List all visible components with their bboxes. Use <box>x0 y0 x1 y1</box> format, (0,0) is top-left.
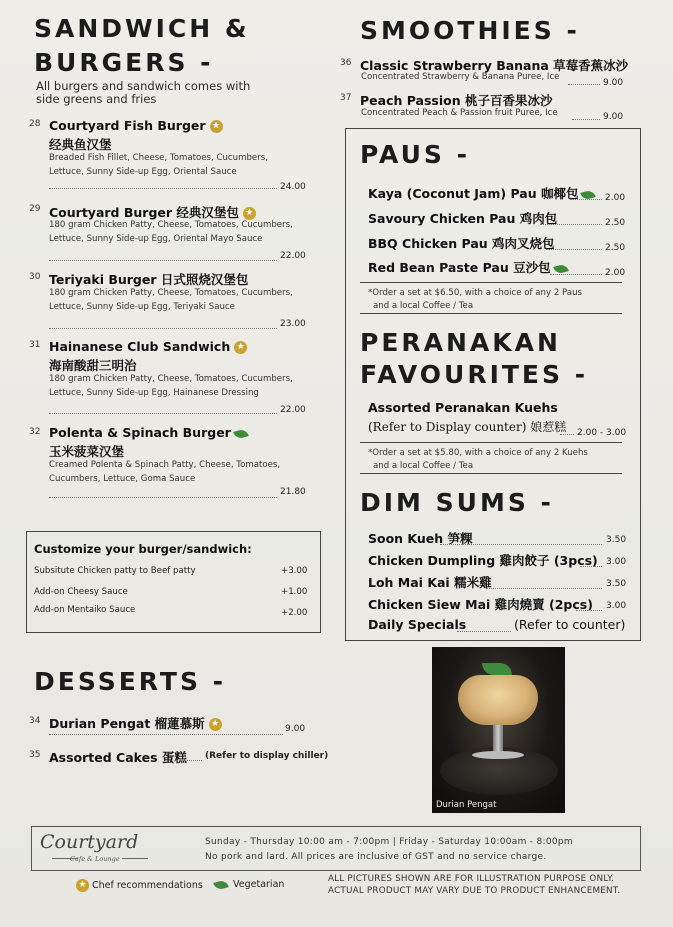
item-name-text: Courtyard Burger 经典汉堡包 <box>49 205 239 220</box>
dotted-leader <box>49 328 277 329</box>
paus-title: PAUS - <box>360 140 470 169</box>
menu-item-name <box>49 118 223 133</box>
dotted-leader <box>486 588 602 589</box>
policy-text: No pork and lard. All prices are inclusive of GST and no service charge. <box>205 852 547 862</box>
menu-item-name: BBQ Chicken Pau 鸡肉叉烧包 <box>368 236 555 251</box>
durian-pengat-photo <box>432 647 565 813</box>
courtyard-logo: Courtyard <box>40 831 139 853</box>
note-line: and a local Coffee / Tea <box>373 300 474 311</box>
item-price: 24.00 <box>280 182 306 192</box>
item-price: 9.00 <box>603 78 624 88</box>
menu-item-name: Loh Mai Kai 糯米雞 <box>368 575 492 590</box>
sandwich-title <box>34 14 250 77</box>
legend-label: Chef recommendations <box>92 880 203 891</box>
menu-item-desc <box>49 287 293 314</box>
star-icon: ★ <box>234 341 247 354</box>
dotted-leader <box>49 188 277 189</box>
item-number: 32 <box>29 427 41 437</box>
mint-leaf <box>482 663 512 675</box>
peranakan-title-line1: PERANAKAN <box>360 328 561 357</box>
item-number: 29 <box>29 204 41 214</box>
item-name-text: Hainanese Club Sandwich <box>49 339 231 354</box>
dotted-leader <box>49 497 277 498</box>
desc-line: Lettuce, Sunny Side-up Egg, Oriental Mayo Sauce <box>49 233 263 244</box>
divider <box>360 282 622 283</box>
paus-set-note <box>368 287 582 312</box>
leaf-icon <box>553 263 569 274</box>
menu-item-name: Chicken Dumpling 雞肉餃子 (3pcs) <box>368 553 598 568</box>
legend-veg <box>214 879 284 890</box>
customize-option: Add-on Cheesy Sauce <box>34 587 128 597</box>
dotted-leader <box>540 224 602 225</box>
item-name-text: Durian Pengat 榴蓮慕斯 <box>49 716 205 731</box>
menu-item-name <box>49 714 222 732</box>
dotted-leader <box>49 260 277 261</box>
desc-line: 180 gram Chicken Patty, Cheese, Tomatoes, Cucumbers, <box>49 220 293 230</box>
item-price: 2.50 <box>605 218 626 228</box>
dotted-leader <box>572 119 600 120</box>
legend-chef <box>76 879 203 892</box>
item-price: 3.00 <box>606 557 627 567</box>
sandwich-subtitle <box>36 80 250 106</box>
item-number: 37 <box>340 93 352 103</box>
desc-line: 180 gram Chicken Patty, Cheese, Tomatoes, Cucumbers, <box>49 288 293 298</box>
item-price: 2.00 <box>605 193 626 203</box>
dessert-glass <box>458 675 538 725</box>
dotted-leader <box>49 734 283 735</box>
menu-item-desc: Concentrated Peach & Passion fruit Puree, Ice <box>361 108 558 118</box>
item-name-text: Red Bean Paste Pau 豆沙包 <box>368 260 551 275</box>
item-number: 30 <box>29 272 41 282</box>
item-price: 3.00 <box>606 601 627 611</box>
menu-item-desc: Concentrated Strawberry & Banana Puree, Ice <box>361 72 560 82</box>
item-price: 3.50 <box>606 535 627 545</box>
footer-info-box <box>31 826 641 871</box>
divider <box>360 313 622 314</box>
dotted-leader <box>176 760 202 761</box>
item-number: 36 <box>340 58 352 68</box>
menu-item-desc <box>49 219 293 246</box>
menu-item-name: Savoury Chicken Pau 鸡肉包 <box>368 211 558 226</box>
item-price: 2.00 <box>605 268 626 278</box>
peranakan-title <box>360 328 588 389</box>
dimsums-title: DIM SUMS - <box>360 488 554 517</box>
note-line: *Order a set at $6.50, with a choice of any 2 Paus <box>368 288 582 298</box>
sandwich-title-line1: SANDWICH & <box>34 14 250 43</box>
star-icon: ★ <box>76 879 89 892</box>
customize-price: +3.00 <box>281 566 308 576</box>
customize-price: +2.00 <box>281 608 308 618</box>
dotted-leader <box>457 631 511 632</box>
legend-label: Vegetarian <box>233 879 285 890</box>
leaf-icon <box>213 879 229 890</box>
menu-item-cn: 玉米菠菜汉堡 <box>49 444 125 459</box>
desc-line: Lettuce, Sunny Side-up Egg, Teriyaki Sauce <box>49 301 235 312</box>
desc-line: 180 gram Chicken Patty, Cheese, Tomatoes, Cucumbers, <box>49 374 293 384</box>
desc-line: Breaded Fish Fillet, Cheese, Tomatoes, Cucumbers, <box>49 153 268 163</box>
dotted-leader <box>550 274 602 275</box>
daily-special-note: (Refer to counter) <box>514 617 626 632</box>
desc-line: Lettuce, Sunny Side-up Egg, Hainanese Dressing <box>49 387 259 398</box>
item-name-text: Courtyard Fish Burger <box>49 118 206 133</box>
menu-item-desc <box>49 152 268 179</box>
opening-hours <box>205 835 573 865</box>
dotted-leader <box>546 249 602 250</box>
leaf-icon <box>233 428 249 439</box>
menu-item-name <box>368 184 595 202</box>
item-price: 21.80 <box>280 487 306 497</box>
item-name-text: Kaya (Coconut Jam) Pau 咖椰包 <box>368 186 579 201</box>
menu-item-name: Teriyaki Burger 日式照烧汉堡包 <box>49 272 249 287</box>
item-price: 2.00 - 3.00 <box>577 428 627 438</box>
star-icon: ★ <box>243 207 256 220</box>
menu-item-name: Classic Strawberry Banana 草莓香蕉冰沙 <box>360 58 629 73</box>
item-price: 9.00 <box>285 724 306 734</box>
desc-line: Cucumbers, Lettuce, Goma Sauce <box>49 473 196 484</box>
star-icon: ★ <box>209 718 222 731</box>
menu-item-name <box>368 258 568 276</box>
menu-item-name: Assorted Cakes 蛋糕 <box>49 750 187 765</box>
item-price: 23.00 <box>280 319 306 329</box>
desc-line: Lettuce, Sunny Side-up Egg, Oriental Sauce <box>49 166 237 177</box>
note-line: and a local Coffee / Tea <box>373 460 474 471</box>
dotted-leader <box>560 434 574 435</box>
desserts-title: DESSERTS - <box>34 667 227 696</box>
item-number: 34 <box>29 716 41 726</box>
hours-text: Sunday - Thursday 10:00 am - 7:00pm | Friday - Saturday 10:00am - 8:00pm <box>205 837 573 847</box>
menu-item-sub: (Refer to Display counter) 娘惹糕 <box>368 420 567 434</box>
dotted-leader <box>576 610 602 611</box>
item-price: 22.00 <box>280 405 306 415</box>
glass-base <box>472 751 524 759</box>
item-price: 3.50 <box>606 579 627 589</box>
star-icon: ★ <box>210 120 223 133</box>
menu-item-name <box>49 425 248 440</box>
sandwich-subtitle-line1: All burgers and sandwich comes with <box>36 79 251 93</box>
menu-item-name: Soon Kueh 笋粿 <box>368 531 473 546</box>
note-line: *Order a set at $5.80, with a choice of any 2 Kuehs <box>368 448 588 458</box>
item-number: 35 <box>29 750 41 760</box>
disclaimer-line: ACTUAL PRODUCT MAY VARY DUE TO PRODUCT ENHANCEMENT. <box>328 885 621 896</box>
item-number: 28 <box>29 119 41 129</box>
dotted-leader <box>570 199 602 200</box>
customize-box <box>26 531 321 633</box>
peranakan-title-line2: FAVOURITES - <box>360 360 589 389</box>
customize-option: Add-on Mentaiko Sauce <box>34 605 136 615</box>
menu-item-name: Peach Passion 桃子百香果冰沙 <box>360 93 553 108</box>
sandwich-title-line2: BURGERS - <box>34 48 214 77</box>
menu-item-cn: 经典鱼汉堡 <box>49 137 112 152</box>
customize-price: +1.00 <box>281 587 308 597</box>
menu-item-name: Daily Specials <box>368 617 467 632</box>
menu-item-desc <box>49 373 293 400</box>
menu-item-cn: 海南酸甜三明治 <box>49 358 137 373</box>
logo-rule <box>122 858 148 859</box>
divider <box>360 442 622 443</box>
smoothies-title: SMOOTHIES - <box>360 16 580 45</box>
item-price: 22.00 <box>280 251 306 261</box>
customize-title: Customize your burger/sandwich: <box>34 542 252 556</box>
dotted-leader <box>568 84 600 85</box>
menu-item-name: Assorted Peranakan Kuehs <box>368 400 558 415</box>
disclaimer <box>328 874 620 897</box>
customize-option: Subsitute Chicken patty to Beef patty <box>34 566 196 576</box>
menu-item-name <box>49 339 247 354</box>
dotted-leader <box>49 413 277 414</box>
item-note: (Refer to display chiller) <box>205 751 329 761</box>
dotted-leader <box>580 566 602 567</box>
item-price: 9.00 <box>603 112 624 122</box>
dotted-leader <box>440 544 602 545</box>
item-number: 31 <box>29 340 41 350</box>
desc-line: Creamed Polenta & Spinach Patty, Cheese, Tomatoes, <box>49 460 281 470</box>
sandwich-subtitle-line2: side greens and fries <box>36 92 157 106</box>
photo-caption: Durian Pengat <box>436 800 497 810</box>
item-name-text: Polenta & Spinach Burger <box>49 425 231 440</box>
item-price: 2.50 <box>605 243 626 253</box>
peranakan-set-note <box>368 447 588 472</box>
menu-item-name: Chicken Siew Mai 雞肉燒賣 (2pcs) <box>368 597 593 612</box>
disclaimer-line: ALL PICTURES SHOWN ARE FOR ILLUSTRATION PURPOSE ONLY. <box>328 874 615 884</box>
divider <box>360 473 622 474</box>
logo-subtitle: Cafe & Lounge <box>70 855 120 863</box>
menu-item-desc <box>49 459 280 486</box>
